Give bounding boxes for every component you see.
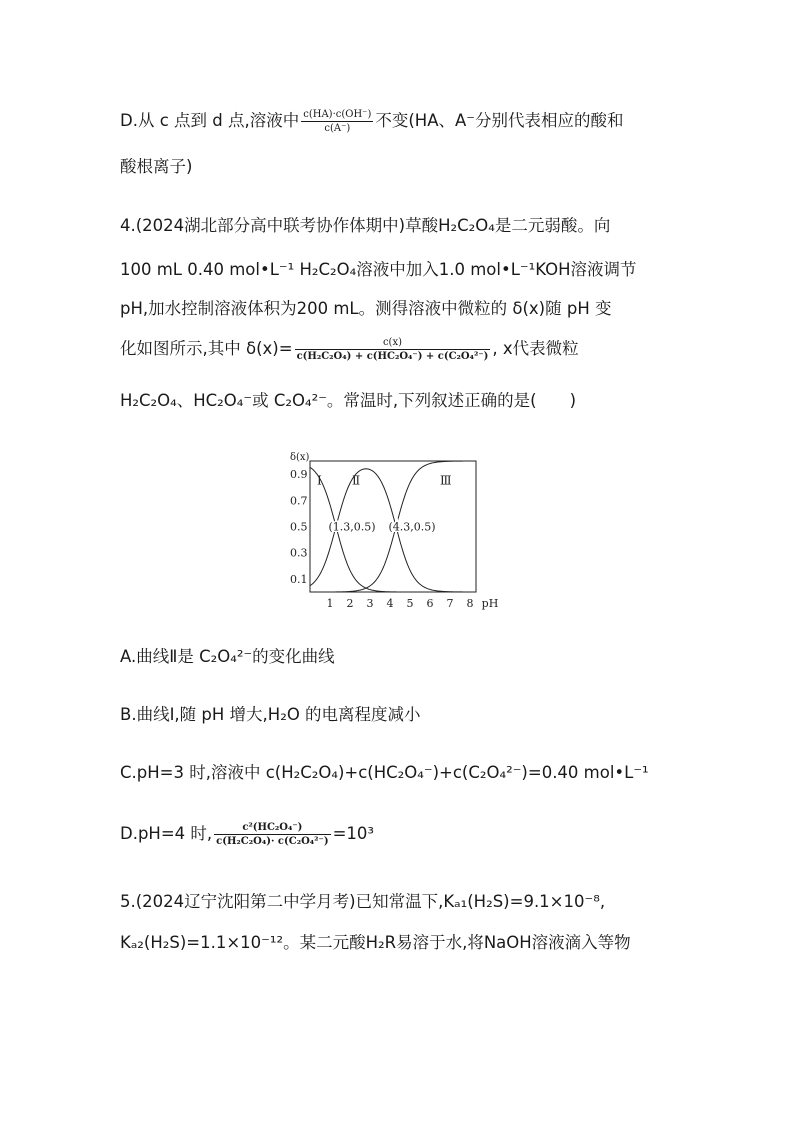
q4-line4-prefix: 化如图所示,其中 δ(x)=	[120, 339, 293, 358]
q5-line2: Kₐ₂(H₂S)=1.1×10⁻¹²。某二元酸H₂R易溶于水,将NaOH溶液滴入等物	[120, 933, 631, 952]
q3-option-d	[120, 108, 624, 135]
y-tick-label: 0.7	[290, 494, 308, 508]
delta-ph-chart	[288, 448, 518, 612]
option-c: C.pH=3 时,溶液中 c(H₂C₂O₄)+c(HC₂O₄⁻)+c(C₂O₄²⁻)=0.40 mol•L⁻¹	[120, 763, 649, 782]
y-tick-label: 0.3	[290, 546, 308, 560]
x-tick-label: 3	[366, 597, 374, 610]
q4-line1: 4.(2024湖北部分高中联考协作体期中)草酸H₂C₂O₄是二元弱酸。向	[120, 216, 611, 235]
x-tick-label: 8	[466, 597, 474, 610]
series-label-2: Ⅱ	[352, 473, 361, 488]
annotation-point-1: (1.3,0.5)	[328, 520, 376, 534]
q3d-line2: 酸根离子)	[120, 157, 193, 176]
series-label-1: Ⅰ	[317, 473, 322, 488]
q4-line4-suffix: , x代表微粒	[492, 339, 579, 358]
q3d-frac-den: c(A⁻)	[324, 123, 351, 134]
option-b: B.曲线Ⅰ,随 pH 增大,H₂O 的电离程度减小	[120, 705, 421, 724]
delta-frac-num: c(x)	[295, 336, 491, 350]
x-tick-label: 6	[426, 597, 434, 610]
q3d-fraction	[301, 108, 373, 135]
series-label-3: Ⅲ	[440, 473, 452, 488]
option-d-suffix: =10³	[332, 824, 375, 843]
option-d	[120, 821, 374, 848]
option-d-prefix: D.pH=4 时,	[120, 824, 213, 843]
y-axis-label: δ(x)	[290, 452, 310, 463]
y-tick-label: 0.1	[290, 572, 308, 586]
x-axis-label: pH	[481, 597, 499, 610]
q4-line4	[120, 336, 579, 363]
delta-frac-den: c(H₂C₂O₄) + c(HC₂O₄⁻) + c(C₂O₄²⁻)	[296, 351, 489, 362]
annotation-point-2: (4.3,0.5)	[388, 520, 436, 534]
q4-line3: pH,加水控制溶液体积为200 mL。测得溶液中微粒的 δ(x)随 pH 变	[120, 299, 612, 318]
option-d-frac-num: c²(HC₂O₄⁻)	[214, 821, 330, 835]
q3d-prefix: D.从 c 点到 d 点,溶液中	[120, 111, 300, 130]
x-tick-label: 5	[406, 597, 414, 610]
option-a: A.曲线Ⅱ是 C₂O₄²⁻的变化曲线	[120, 647, 335, 666]
option-d-fraction	[214, 821, 330, 848]
q4-line5: H₂C₂O₄、HC₂O₄⁻或 C₂O₄²⁻。常温时,下列叙述正确的是( )	[120, 391, 577, 410]
y-tick-label: 0.5	[290, 520, 308, 534]
x-tick-label: 2	[346, 597, 354, 610]
x-tick-label: 4	[386, 597, 394, 610]
delta-fraction	[295, 336, 491, 363]
x-tick-label: 1	[326, 597, 334, 610]
option-d-frac-den: c(H₂C₂O₄)· c(C₂O₄²⁻)	[216, 836, 329, 847]
q4-line2: 100 mL 0.40 mol•L⁻¹ H₂C₂O₄溶液中加入1.0 mol•L⁻¹KOH溶液调节	[120, 260, 637, 279]
y-tick-label: 0.9	[290, 468, 308, 482]
q3d-suffix: 不变(HA、A⁻分别代表相应的酸和	[375, 111, 624, 130]
q5-line1: 5.(2024辽宁沈阳第二中学月考)已知常温下,Kₐ₁(H₂S)=9.1×10⁻⁸,	[120, 892, 606, 911]
q3d-frac-num: c(HA)·c(OH⁻)	[303, 109, 372, 120]
x-tick-label: 7	[446, 597, 454, 610]
